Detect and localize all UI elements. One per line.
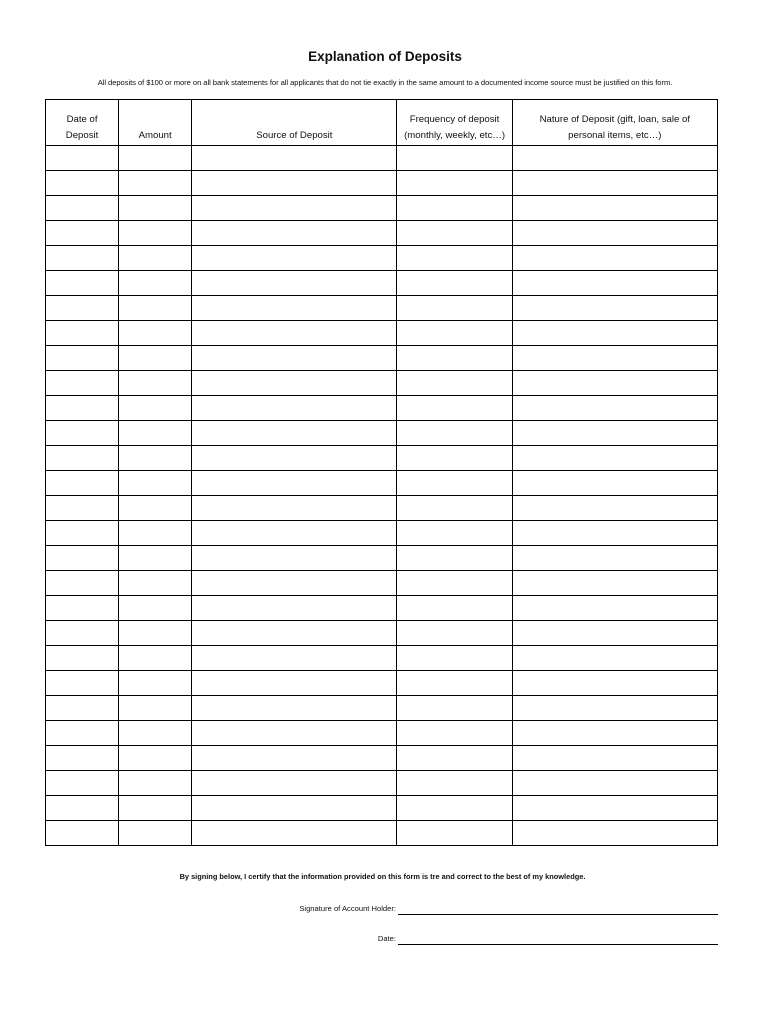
instructions-text: All deposits of $100 or more on all bank statements for all applicants that do not tie exactly in the same amount to a documented income source must be justified on this form.: [97, 78, 673, 87]
table-row: [46, 471, 718, 496]
table-row: [46, 496, 718, 521]
table-row: [46, 446, 718, 471]
source-cell[interactable]: [192, 421, 397, 446]
frequency-cell[interactable]: [397, 246, 512, 271]
amount-cell[interactable]: [119, 696, 192, 721]
table-row: [46, 521, 718, 546]
table-row: [46, 596, 718, 621]
nature-cell[interactable]: [512, 496, 717, 521]
date-cell[interactable]: [46, 571, 119, 596]
table-row: [46, 646, 718, 671]
amount-cell[interactable]: [119, 421, 192, 446]
table-row: [46, 421, 718, 446]
frequency-cell[interactable]: [397, 546, 512, 571]
source-cell[interactable]: [192, 221, 397, 246]
amount-cell[interactable]: [119, 296, 192, 321]
source-cell[interactable]: [192, 271, 397, 296]
signature-line[interactable]: [398, 914, 718, 915]
frequency-cell[interactable]: [397, 471, 512, 496]
date-cell[interactable]: [46, 721, 119, 746]
frequency-cell[interactable]: [397, 696, 512, 721]
date-cell[interactable]: [46, 671, 119, 696]
amount-cell[interactable]: [119, 646, 192, 671]
date-cell[interactable]: [46, 446, 119, 471]
table-row: [46, 371, 718, 396]
signature-label: Signature of Account Holder:: [299, 904, 396, 913]
table-row: [46, 346, 718, 371]
source-cell[interactable]: [192, 471, 397, 496]
amount-cell[interactable]: [119, 171, 192, 196]
frequency-cell[interactable]: [397, 296, 512, 321]
header-frequency-of-deposit: [397, 100, 512, 146]
nature-cell[interactable]: [512, 521, 717, 546]
amount-cell[interactable]: [119, 671, 192, 696]
page-title: Explanation of Deposits: [308, 49, 462, 64]
header-amount: [119, 100, 192, 146]
deposit-rows: [46, 146, 718, 846]
frequency-cell[interactable]: [397, 446, 512, 471]
source-cell[interactable]: [192, 696, 397, 721]
date-cell[interactable]: [46, 746, 119, 771]
table-row: [46, 396, 718, 421]
nature-cell[interactable]: [512, 471, 717, 496]
nature-cell[interactable]: [512, 421, 717, 446]
source-cell[interactable]: [192, 496, 397, 521]
header-source-of-deposit: [192, 100, 397, 146]
header-nature-line-1: Nature of Deposit (gift, loan, sale of: [539, 114, 691, 125]
table-row: [46, 246, 718, 271]
header-date-line-1: Date of: [66, 114, 98, 125]
frequency-cell[interactable]: [397, 221, 512, 246]
date-cell[interactable]: [46, 821, 119, 846]
source-cell[interactable]: [192, 346, 397, 371]
frequency-cell[interactable]: [397, 421, 512, 446]
nature-cell[interactable]: [512, 671, 717, 696]
frequency-cell[interactable]: [397, 271, 512, 296]
nature-cell[interactable]: [512, 546, 717, 571]
amount-cell[interactable]: [119, 771, 192, 796]
header-amount-label: Amount: [138, 130, 172, 141]
frequency-cell[interactable]: [397, 521, 512, 546]
table-row: [46, 771, 718, 796]
source-cell[interactable]: [192, 646, 397, 671]
nature-cell[interactable]: [512, 446, 717, 471]
header-nature-of-deposit: [512, 100, 717, 146]
table-row: [46, 546, 718, 571]
amount-cell[interactable]: [119, 371, 192, 396]
frequency-cell[interactable]: [397, 646, 512, 671]
source-cell[interactable]: [192, 821, 397, 846]
amount-cell[interactable]: [119, 596, 192, 621]
frequency-cell[interactable]: [397, 496, 512, 521]
date-cell[interactable]: [46, 796, 119, 821]
nature-cell[interactable]: [512, 721, 717, 746]
certification-statement: By signing below, I certify that the information provided on this form is tre and correct to the best of my knowledge.: [179, 872, 586, 881]
date-cell[interactable]: [46, 371, 119, 396]
amount-cell[interactable]: [119, 246, 192, 271]
amount-cell[interactable]: [119, 471, 192, 496]
source-cell[interactable]: [192, 596, 397, 621]
nature-cell[interactable]: [512, 171, 717, 196]
frequency-cell[interactable]: [397, 621, 512, 646]
amount-cell[interactable]: [119, 146, 192, 171]
date-cell[interactable]: [46, 196, 119, 221]
date-cell[interactable]: [46, 771, 119, 796]
source-cell[interactable]: [192, 796, 397, 821]
table-row: [46, 696, 718, 721]
table-row: [46, 271, 718, 296]
table-row: [46, 621, 718, 646]
amount-cell[interactable]: [119, 396, 192, 421]
date-cell[interactable]: [46, 421, 119, 446]
frequency-cell[interactable]: [397, 771, 512, 796]
source-cell[interactable]: [192, 746, 397, 771]
header-date-of-deposit: [46, 100, 119, 146]
date-cell[interactable]: [46, 646, 119, 671]
nature-cell[interactable]: [512, 621, 717, 646]
nature-cell[interactable]: [512, 646, 717, 671]
date-cell[interactable]: [46, 496, 119, 521]
nature-cell[interactable]: [512, 771, 717, 796]
amount-cell[interactable]: [119, 321, 192, 346]
amount-cell[interactable]: [119, 571, 192, 596]
table-row: [46, 796, 718, 821]
date-cell[interactable]: [46, 296, 119, 321]
header-date-line-2: Deposit: [65, 130, 99, 141]
frequency-cell[interactable]: [397, 146, 512, 171]
header-frequency-line-2: (monthly, weekly, etc…): [404, 130, 506, 141]
date-cell[interactable]: [46, 396, 119, 421]
date-cell[interactable]: [46, 696, 119, 721]
table-row: [46, 671, 718, 696]
date-cell[interactable]: [46, 146, 119, 171]
nature-cell[interactable]: [512, 271, 717, 296]
table-row: [46, 321, 718, 346]
table-row: [46, 571, 718, 596]
source-cell[interactable]: [192, 521, 397, 546]
date-cell[interactable]: [46, 621, 119, 646]
source-cell[interactable]: [192, 571, 397, 596]
date-cell[interactable]: [46, 321, 119, 346]
frequency-cell[interactable]: [397, 171, 512, 196]
frequency-cell[interactable]: [397, 796, 512, 821]
date-cell[interactable]: [46, 471, 119, 496]
source-cell[interactable]: [192, 396, 397, 421]
source-cell[interactable]: [192, 721, 397, 746]
date-cell[interactable]: [46, 271, 119, 296]
source-cell[interactable]: [192, 171, 397, 196]
source-cell[interactable]: [192, 671, 397, 696]
nature-cell[interactable]: [512, 571, 717, 596]
table-row: [46, 171, 718, 196]
nature-cell[interactable]: [512, 796, 717, 821]
amount-cell[interactable]: [119, 446, 192, 471]
source-cell[interactable]: [192, 371, 397, 396]
amount-cell[interactable]: [119, 621, 192, 646]
table-row: [46, 196, 718, 221]
table-row: [46, 296, 718, 321]
frequency-cell[interactable]: [397, 571, 512, 596]
amount-cell[interactable]: [119, 746, 192, 771]
date-cell[interactable]: [46, 546, 119, 571]
date-cell[interactable]: [46, 346, 119, 371]
header-source-label: Source of Deposit: [256, 130, 333, 141]
date-line[interactable]: [398, 944, 718, 945]
source-cell[interactable]: [192, 296, 397, 321]
nature-cell[interactable]: [512, 296, 717, 321]
header-nature-line-2: personal items, etc…): [568, 130, 662, 141]
nature-cell[interactable]: [512, 321, 717, 346]
table-row: [46, 146, 718, 171]
frequency-cell[interactable]: [397, 321, 512, 346]
nature-cell[interactable]: [512, 346, 717, 371]
frequency-cell[interactable]: [397, 721, 512, 746]
frequency-cell[interactable]: [397, 396, 512, 421]
table-row: [46, 721, 718, 746]
nature-cell[interactable]: [512, 596, 717, 621]
date-cell[interactable]: [46, 221, 119, 246]
nature-cell[interactable]: [512, 146, 717, 171]
nature-cell[interactable]: [512, 821, 717, 846]
frequency-cell[interactable]: [397, 671, 512, 696]
date-cell[interactable]: [46, 171, 119, 196]
amount-cell[interactable]: [119, 346, 192, 371]
source-cell[interactable]: [192, 146, 397, 171]
frequency-cell[interactable]: [397, 596, 512, 621]
amount-cell[interactable]: [119, 521, 192, 546]
amount-cell[interactable]: [119, 221, 192, 246]
nature-cell[interactable]: [512, 746, 717, 771]
source-cell[interactable]: [192, 771, 397, 796]
frequency-cell[interactable]: [397, 746, 512, 771]
table-header-row: [46, 100, 718, 146]
source-cell[interactable]: [192, 246, 397, 271]
nature-cell[interactable]: [512, 221, 717, 246]
amount-cell[interactable]: [119, 496, 192, 521]
deposits-table: [45, 99, 718, 846]
table-row: [46, 746, 718, 771]
amount-cell[interactable]: [119, 196, 192, 221]
amount-cell[interactable]: [119, 271, 192, 296]
nature-cell[interactable]: [512, 371, 717, 396]
amount-cell[interactable]: [119, 796, 192, 821]
source-cell[interactable]: [192, 546, 397, 571]
frequency-cell[interactable]: [397, 371, 512, 396]
nature-cell[interactable]: [512, 246, 717, 271]
date-cell[interactable]: [46, 246, 119, 271]
table-row: [46, 221, 718, 246]
date-cell[interactable]: [46, 521, 119, 546]
date-cell[interactable]: [46, 596, 119, 621]
amount-cell[interactable]: [119, 721, 192, 746]
header-frequency-line-1: Frequency of deposit: [409, 114, 500, 125]
source-cell[interactable]: [192, 621, 397, 646]
amount-cell[interactable]: [119, 821, 192, 846]
amount-cell[interactable]: [119, 546, 192, 571]
nature-cell[interactable]: [512, 396, 717, 421]
nature-cell[interactable]: [512, 196, 717, 221]
table-row: [46, 821, 718, 846]
frequency-cell[interactable]: [397, 196, 512, 221]
source-cell[interactable]: [192, 196, 397, 221]
date-label: Date:: [377, 934, 396, 943]
nature-cell[interactable]: [512, 696, 717, 721]
frequency-cell[interactable]: [397, 346, 512, 371]
source-cell[interactable]: [192, 321, 397, 346]
source-cell[interactable]: [192, 446, 397, 471]
frequency-cell[interactable]: [397, 821, 512, 846]
